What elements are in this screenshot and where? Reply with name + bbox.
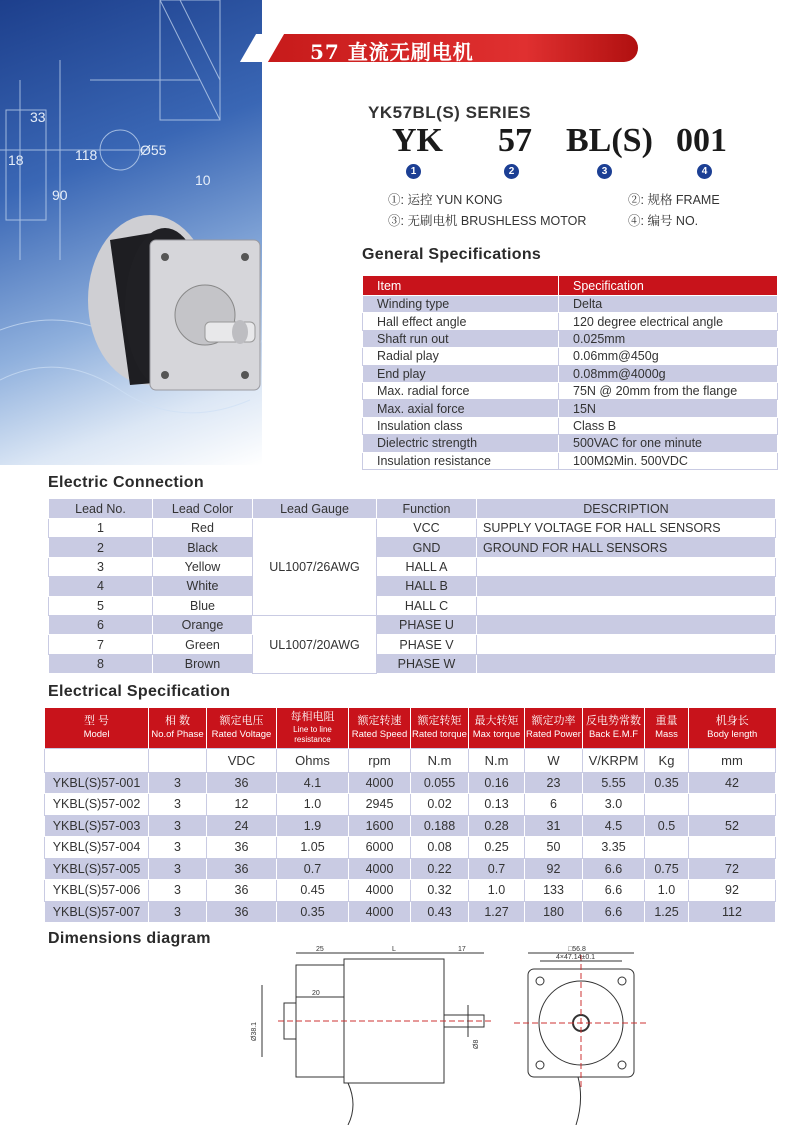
es-cell: 3 (149, 858, 207, 880)
es-unit: N.m (411, 748, 469, 772)
es-cell: 36 (207, 837, 277, 859)
ec-lead-no: 5 (49, 596, 153, 615)
title-banner (262, 28, 638, 68)
dim-label-holes: 4×47.14±0.1 (556, 954, 596, 961)
ec-description (477, 615, 776, 634)
es-cell: 0.25 (469, 837, 525, 859)
model-code (392, 122, 752, 182)
es-cell: 0.35 (277, 901, 349, 923)
es-header (207, 708, 277, 748)
es-cell: 4000 (349, 772, 411, 794)
ec-lead-no: 6 (49, 615, 153, 634)
dim-label-25: 25 (316, 946, 324, 953)
gs-value: 0.06mm@450g (559, 348, 778, 365)
es-cell: 0.08 (411, 837, 469, 859)
es-unit: V/KRPM (583, 748, 645, 772)
es-cell: 4000 (349, 858, 411, 880)
table-row (49, 635, 776, 654)
es-header-cn: 最大转矩 (474, 714, 519, 727)
ec-lead-no: 2 (49, 538, 153, 557)
es-cell: 4.5 (583, 815, 645, 837)
es-header (277, 708, 349, 748)
ec-lead-color: White (153, 577, 253, 596)
code-part-57: 57 (498, 122, 532, 159)
ec-lead-no: 7 (49, 635, 153, 654)
es-cell: 6.6 (583, 880, 645, 902)
table-row (49, 577, 776, 596)
es-header-en: Mass (655, 728, 678, 740)
table-row (363, 400, 778, 417)
ec-lead-color: Blue (153, 596, 253, 615)
gs-value: Delta (559, 296, 778, 313)
es-cell: 1.25 (645, 901, 689, 923)
es-cell: 36 (207, 858, 277, 880)
es-header-cn: 重量 (655, 714, 678, 727)
ec-lead-color: Orange (153, 615, 253, 634)
es-cell: 1600 (349, 815, 411, 837)
hero-dim-10: 10 (195, 172, 211, 188)
es-header-cn: 机身长 (715, 714, 749, 727)
ec-description (477, 654, 776, 673)
ec-lead-color: Brown (153, 654, 253, 673)
dim-label-diam: Ø38.1 (251, 1021, 258, 1041)
code-num-3: 3 (597, 164, 612, 179)
es-cell: 0.7 (277, 858, 349, 880)
ec-function: PHASE W (377, 654, 477, 673)
gs-item: Radial play (363, 348, 559, 365)
gs-item: Shaft run out (363, 330, 559, 347)
es-cell: 4000 (349, 901, 411, 923)
table-row (45, 837, 776, 859)
es-cell: 0.02 (411, 794, 469, 816)
es-header-cn: 相 数 (164, 714, 191, 727)
table-row (49, 615, 776, 634)
gs-item: Winding type (363, 296, 559, 313)
es-model: YKBL(S)57-005 (45, 858, 149, 880)
es-header-en: Model (83, 728, 110, 740)
es-header (411, 708, 469, 748)
es-model: YKBL(S)57-004 (45, 837, 149, 859)
gs-item: Max. axial force (363, 400, 559, 417)
table-row (363, 313, 778, 330)
ec-header-description: DESCRIPTION (477, 499, 776, 519)
ec-function: HALL B (377, 577, 477, 596)
es-cell: 24 (207, 815, 277, 837)
ec-function: PHASE V (377, 635, 477, 654)
es-unit: VDC (207, 748, 277, 772)
legend-1: ①: 运控 YUN KONG (388, 193, 503, 207)
ec-header-lead-gauge: Lead Gauge (253, 499, 377, 519)
dim-label-square: □56.8 (568, 946, 586, 953)
table-row (45, 794, 776, 816)
es-header (645, 708, 689, 748)
es-cell: 36 (207, 772, 277, 794)
table-row (49, 557, 776, 576)
ec-lead-color: Black (153, 538, 253, 557)
dim-label-17: 17 (458, 946, 466, 953)
es-header-cn: 每相电阻 (290, 710, 335, 723)
general-spec-table (362, 275, 778, 470)
dimensions-diagram (48, 945, 748, 1125)
table-row (363, 330, 778, 347)
es-header-en: Back E.M.F (588, 728, 639, 740)
es-header (583, 708, 645, 748)
es-cell: 52 (689, 815, 776, 837)
table-row (45, 880, 776, 902)
es-cell: 2945 (349, 794, 411, 816)
es-header-en: Line to line resistance (293, 724, 332, 744)
gs-header-spec: Specification (559, 276, 778, 296)
es-cell: 3.0 (583, 794, 645, 816)
es-header (689, 708, 776, 748)
es-header-en: Body length (707, 728, 758, 740)
es-cell: 42 (689, 772, 776, 794)
code-part-bls: BL(S) (566, 122, 653, 159)
es-cell: 5.55 (583, 772, 645, 794)
es-header-cn: 额定转矩 (417, 714, 462, 727)
ec-header-lead-no: Lead No. (49, 499, 153, 519)
table-row (363, 382, 778, 399)
es-cell: 12 (207, 794, 277, 816)
legend-2: ②: 规格 FRAME (628, 193, 720, 207)
hero-dim-33: 33 (30, 109, 46, 125)
es-cell: 36 (207, 880, 277, 902)
es-unit (45, 748, 149, 772)
code-num-2: 2 (504, 164, 519, 179)
ec-header-lead-color: Lead Color (153, 499, 253, 519)
es-cell: 0.28 (469, 815, 525, 837)
es-cell: 3 (149, 901, 207, 923)
ec-function: GND (377, 538, 477, 557)
ec-function: PHASE U (377, 615, 477, 634)
gs-item: Insulation resistance (363, 452, 559, 469)
hero-dim-118: 118 (75, 147, 98, 163)
es-cell: 0.13 (469, 794, 525, 816)
es-cell: 0.32 (411, 880, 469, 902)
ec-description: GROUND FOR HALL SENSORS (477, 538, 776, 557)
gs-item: Insulation class (363, 417, 559, 434)
es-cell: 0.43 (411, 901, 469, 923)
series-title: YK57BL(S) SERIES (368, 103, 531, 122)
es-cell: 1.9 (277, 815, 349, 837)
ec-lead-no: 3 (49, 557, 153, 576)
es-cell: 0.7 (469, 858, 525, 880)
hero-dim-55: Ø55 (140, 142, 167, 158)
ec-lead-no: 1 (49, 519, 153, 538)
es-cell: 133 (525, 880, 583, 902)
ec-lead-no: 8 (49, 654, 153, 673)
es-header-cn: 反电势常数 (586, 714, 641, 727)
electric-connection-table (48, 498, 776, 674)
es-header-cn: 额定电压 (219, 714, 264, 727)
ec-gauge-26awg: UL1007/26AWG (253, 519, 377, 616)
es-cell: 50 (525, 837, 583, 859)
es-header-en: Rated Voltage (211, 728, 272, 740)
gs-value: 0.08mm@4000g (559, 365, 778, 382)
es-header (469, 708, 525, 748)
es-cell (689, 794, 776, 816)
es-cell (645, 794, 689, 816)
es-cell: 6 (525, 794, 583, 816)
table-row (363, 365, 778, 382)
es-cell: 4000 (349, 880, 411, 902)
dim-label-l: L (392, 946, 396, 953)
table-row (363, 348, 778, 365)
es-unit: Kg (645, 748, 689, 772)
dim-label-shaft: Ø8 (473, 1039, 480, 1049)
es-cell: 72 (689, 858, 776, 880)
es-cell: 0.22 (411, 858, 469, 880)
es-cell: 3 (149, 880, 207, 902)
es-model: YKBL(S)57-002 (45, 794, 149, 816)
code-num-4: 4 (697, 164, 712, 179)
es-header-en: No.of Phase (151, 728, 204, 740)
es-header-en: Rated Speed (351, 728, 408, 740)
legend-3: ③: 无刷电机 BRUSHLESS MOTOR (388, 214, 587, 228)
ec-description (477, 577, 776, 596)
es-cell: 3 (149, 772, 207, 794)
es-cell: 0.055 (411, 772, 469, 794)
es-header-cn: 额定功率 (531, 714, 576, 727)
es-cell: 1.0 (277, 794, 349, 816)
es-cell: 92 (525, 858, 583, 880)
es-header (349, 708, 411, 748)
ec-lead-color: Red (153, 519, 253, 538)
es-cell: 0.188 (411, 815, 469, 837)
table-row (49, 519, 776, 538)
ec-description: SUPPLY VOLTAGE FOR HALL SENSORS (477, 519, 776, 538)
es-cell: 23 (525, 772, 583, 794)
table-row (363, 435, 778, 452)
gs-item: Max. radial force (363, 382, 559, 399)
table-row (45, 772, 776, 794)
ec-lead-color: Yellow (153, 557, 253, 576)
gs-item: Hall effect angle (363, 313, 559, 330)
blueprint-graphic (0, 0, 262, 465)
ec-description (477, 596, 776, 615)
ec-description (477, 557, 776, 576)
es-header (149, 708, 207, 748)
es-header-en: Rated torque (412, 728, 467, 740)
units-row (45, 748, 776, 772)
es-cell (689, 837, 776, 859)
es-unit: mm (689, 748, 776, 772)
table-row (49, 538, 776, 557)
gs-value: 75N @ 20mm from the flange (559, 382, 778, 399)
es-unit: W (525, 748, 583, 772)
es-cell: 0.5 (645, 815, 689, 837)
es-model: YKBL(S)57-003 (45, 815, 149, 837)
table-row (363, 417, 778, 434)
es-header (525, 708, 583, 748)
es-header-en: Max torque (472, 728, 521, 740)
es-cell (645, 837, 689, 859)
es-cell: 0.75 (645, 858, 689, 880)
dim-label-20: 20 (312, 990, 320, 997)
table-row (45, 901, 776, 923)
es-cell: 36 (207, 901, 277, 923)
es-unit: Ohms (277, 748, 349, 772)
legend-4: ④: 编号 NO. (628, 214, 699, 228)
general-spec-title: General Specifications (362, 246, 542, 263)
gs-value: 0.025mm (559, 330, 778, 347)
es-unit: rpm (349, 748, 411, 772)
table-row (363, 452, 778, 469)
table-row (363, 296, 778, 313)
gs-header-item: Item (363, 276, 559, 296)
ec-lead-no: 4 (49, 577, 153, 596)
es-cell: 31 (525, 815, 583, 837)
code-part-001: 001 (676, 122, 727, 159)
banner-title: 57 直流无刷电机 (310, 40, 474, 64)
es-model: YKBL(S)57-006 (45, 880, 149, 902)
ec-function: HALL C (377, 596, 477, 615)
gs-value: 120 degree electrical angle (559, 313, 778, 330)
gs-item: End play (363, 365, 559, 382)
code-num-1: 1 (406, 164, 421, 179)
es-cell: 0.45 (277, 880, 349, 902)
ec-gauge-20awg: UL1007/20AWG (253, 615, 377, 673)
gs-item: Dielectric strength (363, 435, 559, 452)
es-header-cn: 型 号 (83, 714, 110, 727)
ec-description (477, 635, 776, 654)
es-cell: 1.05 (277, 837, 349, 859)
es-cell: 1.0 (645, 880, 689, 902)
es-cell: 6.6 (583, 901, 645, 923)
table-row (49, 596, 776, 615)
hero-dim-90: 90 (52, 187, 68, 203)
es-cell: 3.35 (583, 837, 645, 859)
es-header-en: Rated Power (526, 728, 581, 740)
electric-connection-title: Electric Connection (48, 474, 204, 491)
es-unit: N.m (469, 748, 525, 772)
es-cell: 6.6 (583, 858, 645, 880)
gs-value: 100MΩMin. 500VDC (559, 452, 778, 469)
es-cell: 0.35 (645, 772, 689, 794)
ec-header-function: Function (377, 499, 477, 519)
es-cell: 1.27 (469, 901, 525, 923)
es-header-cn: 额定转速 (357, 714, 402, 727)
es-model: YKBL(S)57-001 (45, 772, 149, 794)
es-cell: 3 (149, 837, 207, 859)
table-row (45, 858, 776, 880)
es-cell: 1.0 (469, 880, 525, 902)
motor-hero-image (0, 0, 262, 465)
ec-function: VCC (377, 519, 477, 538)
es-cell: 112 (689, 901, 776, 923)
gs-value: 500VAC for one minute (559, 435, 778, 452)
ec-function: HALL A (377, 557, 477, 576)
hero-dim-18: 18 (8, 152, 24, 168)
table-row (45, 815, 776, 837)
es-model: YKBL(S)57-007 (45, 901, 149, 923)
es-header (45, 708, 149, 748)
table-row (49, 654, 776, 673)
gs-value: 15N (559, 400, 778, 417)
es-cell: 180 (525, 901, 583, 923)
code-part-yk: YK (392, 122, 443, 159)
es-cell: 92 (689, 880, 776, 902)
es-cell: 0.16 (469, 772, 525, 794)
es-unit (149, 748, 207, 772)
motor-icon (88, 215, 260, 390)
electrical-spec-table (44, 708, 776, 923)
es-cell: 6000 (349, 837, 411, 859)
ec-lead-color: Green (153, 635, 253, 654)
electrical-spec-title: Electrical Specification (48, 683, 231, 700)
dimensions-title: Dimensions diagram (48, 930, 211, 947)
es-cell: 4.1 (277, 772, 349, 794)
es-cell: 3 (149, 815, 207, 837)
gs-value: Class B (559, 417, 778, 434)
es-cell: 3 (149, 794, 207, 816)
